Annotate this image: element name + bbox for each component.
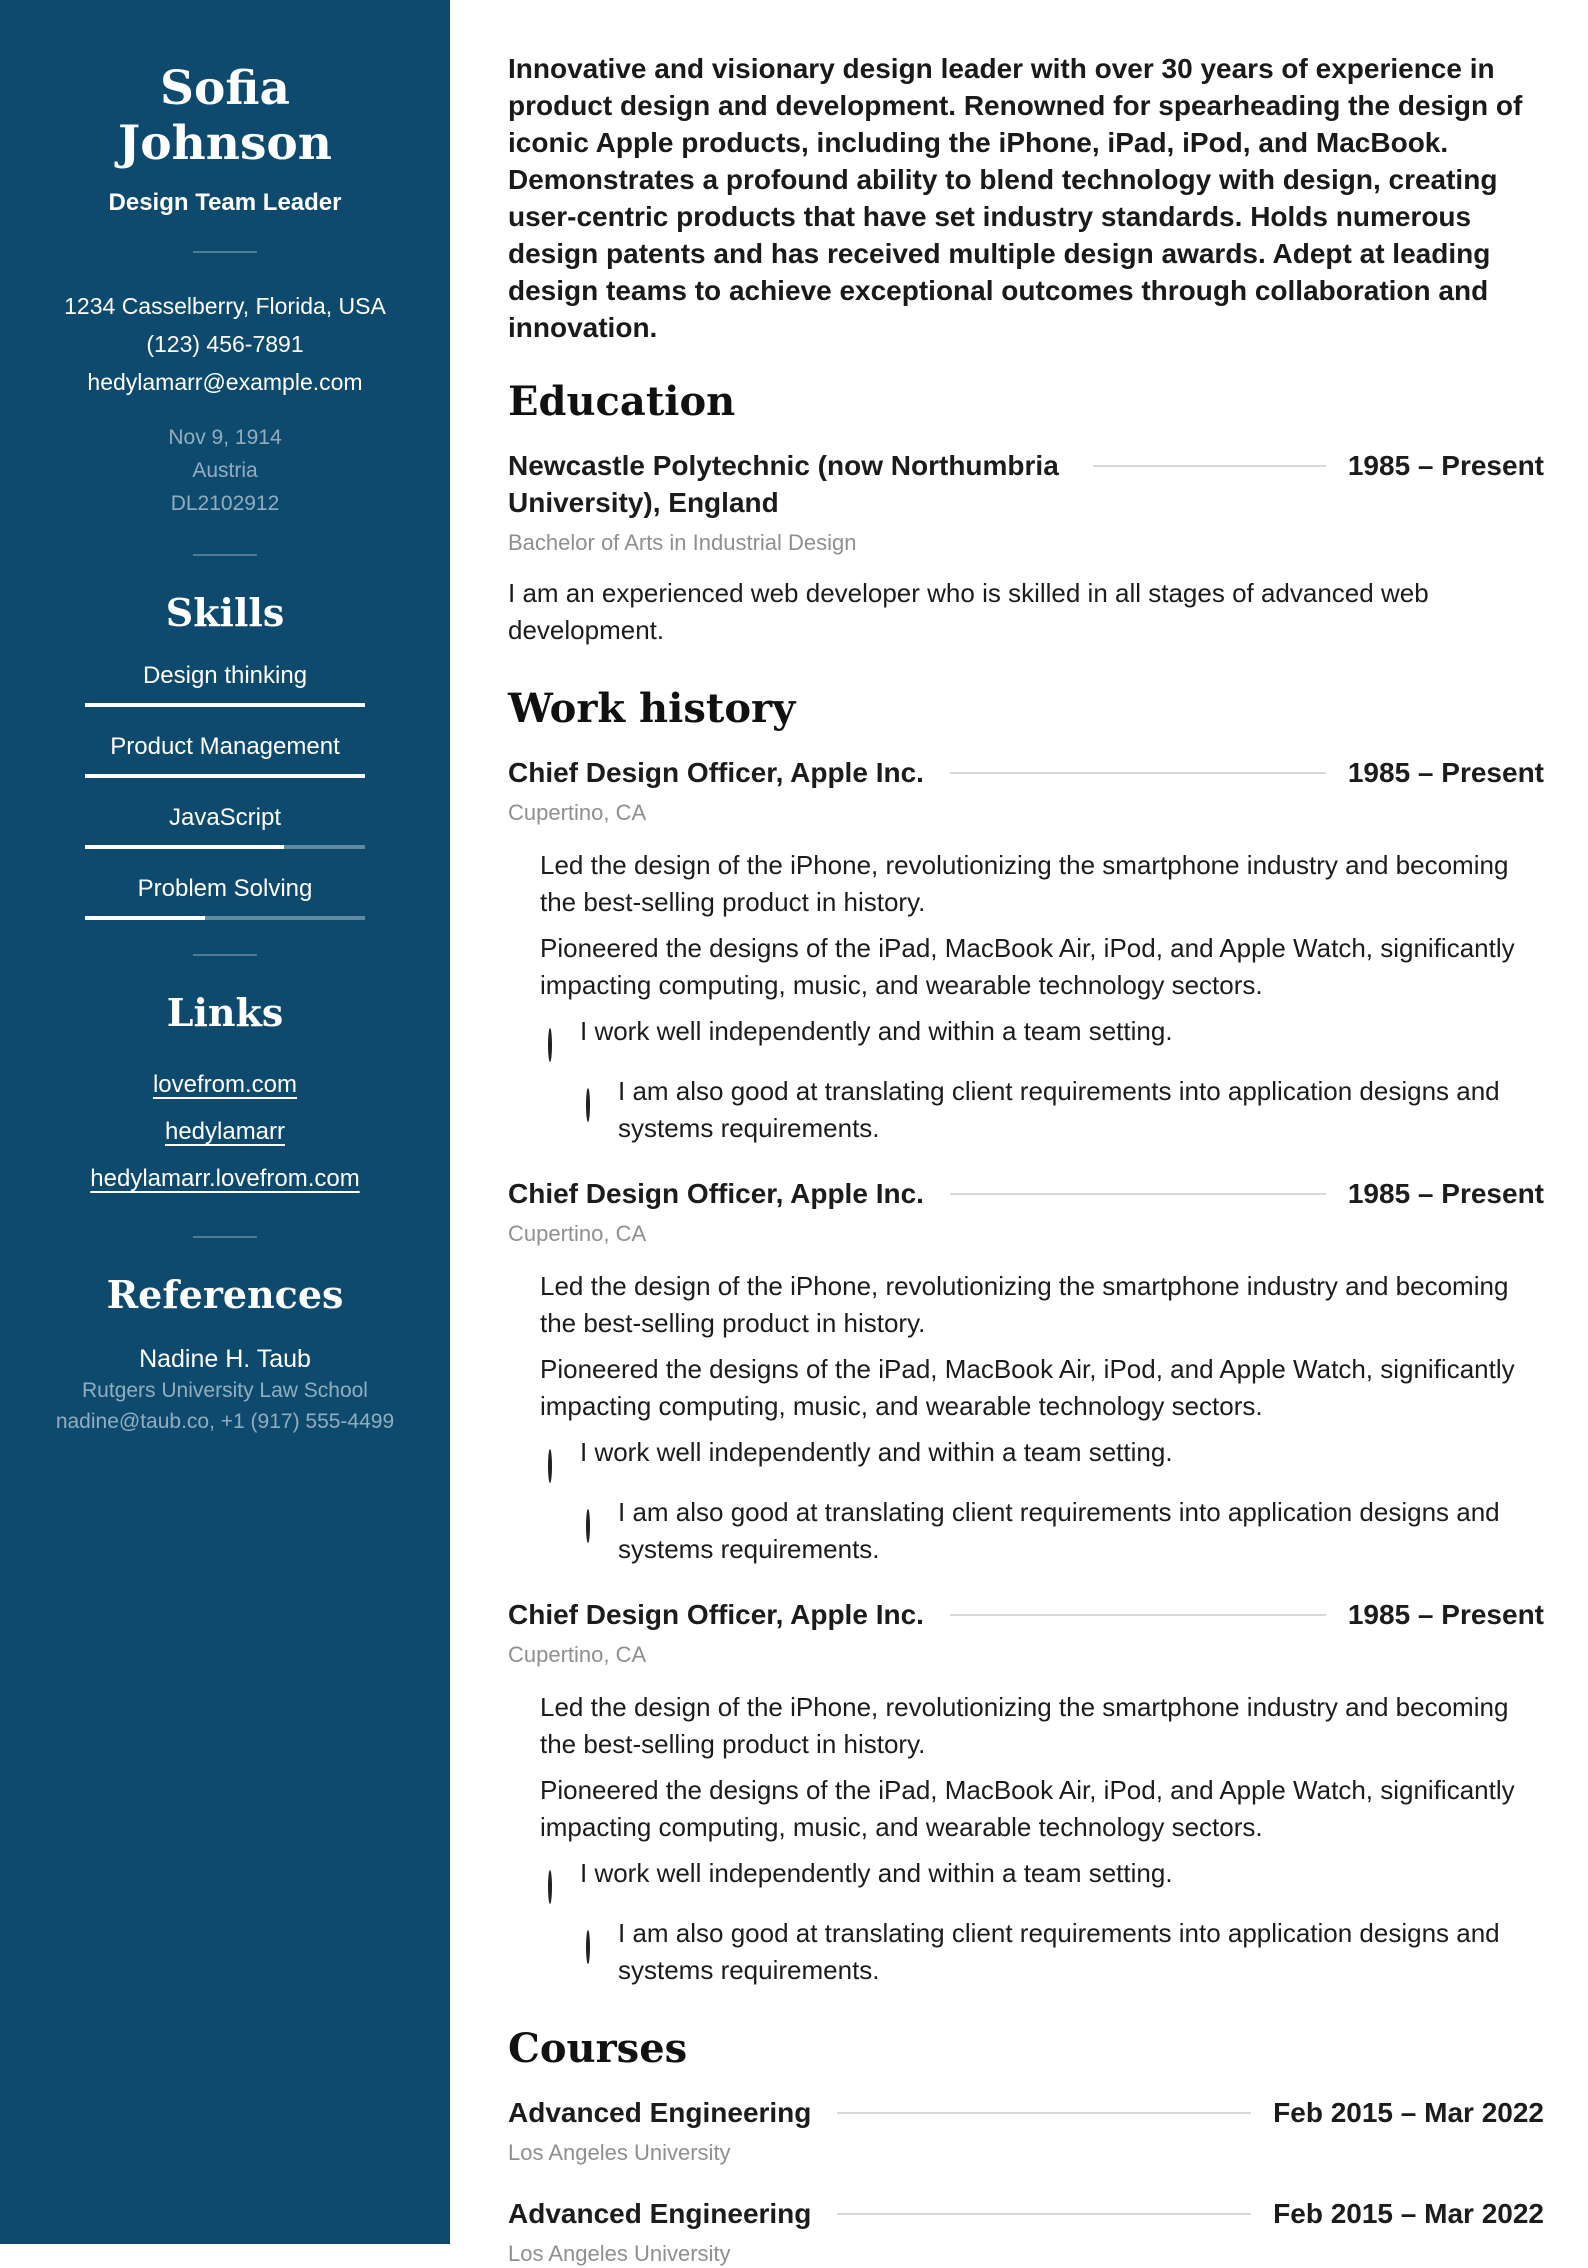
contact-block — [30, 287, 420, 401]
course-title: Advanced Engineering — [508, 2198, 812, 2229]
job-bullets — [508, 1268, 1544, 1568]
bullet-icon — [508, 1772, 540, 1846]
education-title: Newcastle Polytechnic (now Northumbria University), England — [508, 450, 1059, 518]
entry-rule — [950, 1614, 1326, 1616]
job-date: 1985 – Present — [1347, 1178, 1544, 1209]
skill-item — [30, 803, 420, 849]
bullet-item — [508, 1268, 1544, 1342]
bullet-text: Pioneered the designs of the iPad, MacBook Air, iPod, and Apple Watch, significantly impacting computing, music, and wearable technology sectors. — [540, 1775, 1515, 1842]
entry-header — [508, 2094, 1544, 2131]
person-name: Sofia Johnson — [118, 61, 332, 171]
bullet-icon — [508, 1268, 540, 1342]
bullet-icon — [508, 1689, 540, 1763]
bullet-text: I am also good at translating client requirements into application designs and systems requirements. — [618, 1076, 1500, 1143]
entry-rule — [950, 772, 1326, 774]
bullet-item — [508, 1772, 1544, 1846]
course-date: Feb 2015 – Mar 2022 — [1273, 2198, 1544, 2229]
reference-block — [30, 1343, 420, 1437]
entry-rule — [1093, 465, 1325, 467]
job-location: Cupertino, CA — [508, 1221, 647, 1246]
bullet-item — [508, 1013, 1544, 1064]
bullet-item — [508, 1494, 1544, 1568]
bullet-item — [508, 1073, 1544, 1147]
education-date: 1985 – Present — [1347, 450, 1544, 481]
profile-summary: Innovative and visionary design leader with over 30 years of experience in product design and development. Renowned for spearheading the design of iconic Apple products, including the iPhone, iPad, iPod, and MacBook. Demonstrates a profound ability to blend technology with design, creating user-centric products that have set industry standards. Holds numerous design patents and has received multiple design awards. Adept at leading design teams to achieve exceptional outcomes through collaboration and innovation. — [508, 53, 1523, 343]
circle-bullet-icon — [548, 1434, 580, 1485]
job-location: Cupertino, CA — [508, 1642, 647, 1667]
skill-label: Problem Solving — [137, 875, 313, 903]
skill-level-bar — [85, 845, 365, 849]
bullet-text: Led the design of the iPhone, revolutionizing the smartphone industry and becoming the best-selling product in history. — [540, 1271, 1509, 1338]
job-bullets — [508, 1689, 1544, 1989]
links-heading: Links — [166, 990, 284, 1036]
job-date: 1985 – Present — [1347, 757, 1544, 788]
job-date: 1985 – Present — [1347, 1599, 1544, 1630]
bullet-icon — [508, 1351, 540, 1425]
skill-label: Product Management — [110, 733, 340, 761]
skill-label: JavaScript — [168, 804, 282, 832]
bullet-text: I work well independently and within a team setting. — [580, 1437, 1173, 1467]
course-entry — [508, 2094, 1544, 2167]
bullet-item — [508, 1855, 1544, 1906]
work-history-heading: Work history — [508, 685, 796, 732]
education-description: I am an experienced web developer who is skilled in all stages of advanced web development. — [508, 578, 1429, 645]
bullet-item — [508, 1351, 1544, 1425]
course-date: Feb 2015 – Mar 2022 — [1273, 2097, 1544, 2128]
skill-level-bar — [85, 916, 365, 920]
education-subtitle: Bachelor of Arts in Industrial Design — [508, 530, 857, 555]
work-entry — [508, 1175, 1544, 1568]
bullet-item — [508, 1915, 1544, 1989]
detail-country: Austria — [192, 459, 258, 483]
education-entry — [508, 447, 1544, 649]
job-title: Chief Design Officer, Apple Inc. — [508, 1599, 924, 1630]
sidebar — [0, 0, 450, 2244]
bullet-text: I work well independently and within a team setting. — [580, 1858, 1173, 1888]
links-list — [30, 1061, 420, 1202]
skill-level-fill — [85, 774, 365, 778]
course-subtitle: Los Angeles University — [508, 2140, 731, 2165]
skills-heading: Skills — [165, 590, 285, 636]
contact-email: hedylamarr@example.com — [87, 369, 363, 396]
circle-bullet-icon — [586, 1494, 618, 1568]
bullet-text: I am also good at translating client requirements into application designs and systems requirements. — [618, 1497, 1500, 1564]
sidebar-divider — [193, 954, 257, 956]
skill-label: Design thinking — [142, 662, 308, 690]
job-title: Chief Design Officer, Apple Inc. — [508, 1178, 924, 1209]
courses-heading: Courses — [508, 2025, 688, 2072]
entry-rule — [837, 2213, 1251, 2215]
course-title: Advanced Engineering — [508, 2097, 812, 2128]
sidebar-divider — [193, 554, 257, 556]
skills-list — [30, 661, 420, 920]
skill-level-bar — [85, 774, 365, 778]
skill-item — [30, 874, 420, 920]
bullet-text: Pioneered the designs of the iPad, MacBook Air, iPod, and Apple Watch, significantly impacting computing, music, and wearable technology sectors. — [540, 933, 1515, 1000]
skill-level-fill — [85, 916, 205, 920]
bullet-text: Led the design of the iPhone, revolutionizing the smartphone industry and becoming the best-selling product in history. — [540, 1692, 1509, 1759]
entry-header — [508, 447, 1544, 521]
entry-header — [508, 1596, 1544, 1633]
bullet-text: Pioneered the designs of the iPad, MacBook Air, iPod, and Apple Watch, significantly impacting computing, music, and wearable technology sectors. — [540, 1354, 1515, 1421]
bullet-item — [508, 1434, 1544, 1485]
person-role: Design Team Leader — [108, 189, 342, 217]
work-entry — [508, 754, 1544, 1147]
skill-level-fill — [85, 845, 284, 849]
circle-bullet-icon — [548, 1855, 580, 1906]
circle-bullet-icon — [586, 1073, 618, 1147]
bullet-text: Led the design of the iPhone, revolutionizing the smartphone industry and becoming the best-selling product in history. — [540, 850, 1509, 917]
education-heading: Education — [508, 378, 736, 425]
bullet-icon — [508, 847, 540, 921]
link-hedylamarr[interactable]: hedylamarr — [164, 1118, 286, 1146]
entry-rule — [950, 1193, 1326, 1195]
entry-header — [508, 1175, 1544, 1212]
course-entry — [508, 2195, 1544, 2268]
skill-item — [30, 661, 420, 707]
sidebar-divider — [193, 1236, 257, 1238]
reference-organization: Rutgers University Law School — [82, 1379, 368, 1403]
circle-bullet-icon — [548, 1013, 580, 1064]
entry-rule — [837, 2112, 1251, 2114]
link-lovefrom[interactable]: lovefrom.com — [152, 1071, 298, 1099]
bullet-item — [508, 847, 1544, 921]
contact-address: 1234 Casselberry, Florida, USA — [64, 293, 386, 320]
course-subtitle: Los Angeles University — [508, 2241, 731, 2266]
skill-level-bar — [85, 703, 365, 707]
link-hedylamarr-lovefrom[interactable]: hedylamarr.lovefrom.com — [90, 1165, 360, 1193]
bullet-text: I work well independently and within a team setting. — [580, 1016, 1173, 1046]
bullet-text: I am also good at translating client requirements into application designs and systems requirements. — [618, 1918, 1500, 1985]
sidebar-divider — [193, 251, 257, 253]
bullet-item — [508, 1689, 1544, 1763]
work-entry — [508, 1596, 1544, 1989]
personal-details — [30, 421, 420, 520]
job-bullets — [508, 847, 1544, 1147]
circle-bullet-icon — [586, 1915, 618, 1989]
entry-header — [508, 2195, 1544, 2232]
skill-level-fill — [85, 703, 365, 707]
entry-header — [508, 754, 1544, 791]
detail-id: DL2102912 — [170, 492, 280, 516]
detail-birthdate: Nov 9, 1914 — [168, 426, 282, 450]
job-location: Cupertino, CA — [508, 800, 647, 825]
skill-item — [30, 732, 420, 778]
main-content — [450, 0, 1588, 2266]
bullet-icon — [508, 930, 540, 1004]
job-title: Chief Design Officer, Apple Inc. — [508, 757, 924, 788]
references-heading: References — [106, 1272, 344, 1318]
bullet-item — [508, 930, 1544, 1004]
reference-contact: nadine@taub.co, +1 (917) 555-4499 — [55, 1410, 395, 1434]
contact-phone: (123) 456-7891 — [146, 331, 304, 358]
reference-name: Nadine H. Taub — [139, 1345, 311, 1374]
